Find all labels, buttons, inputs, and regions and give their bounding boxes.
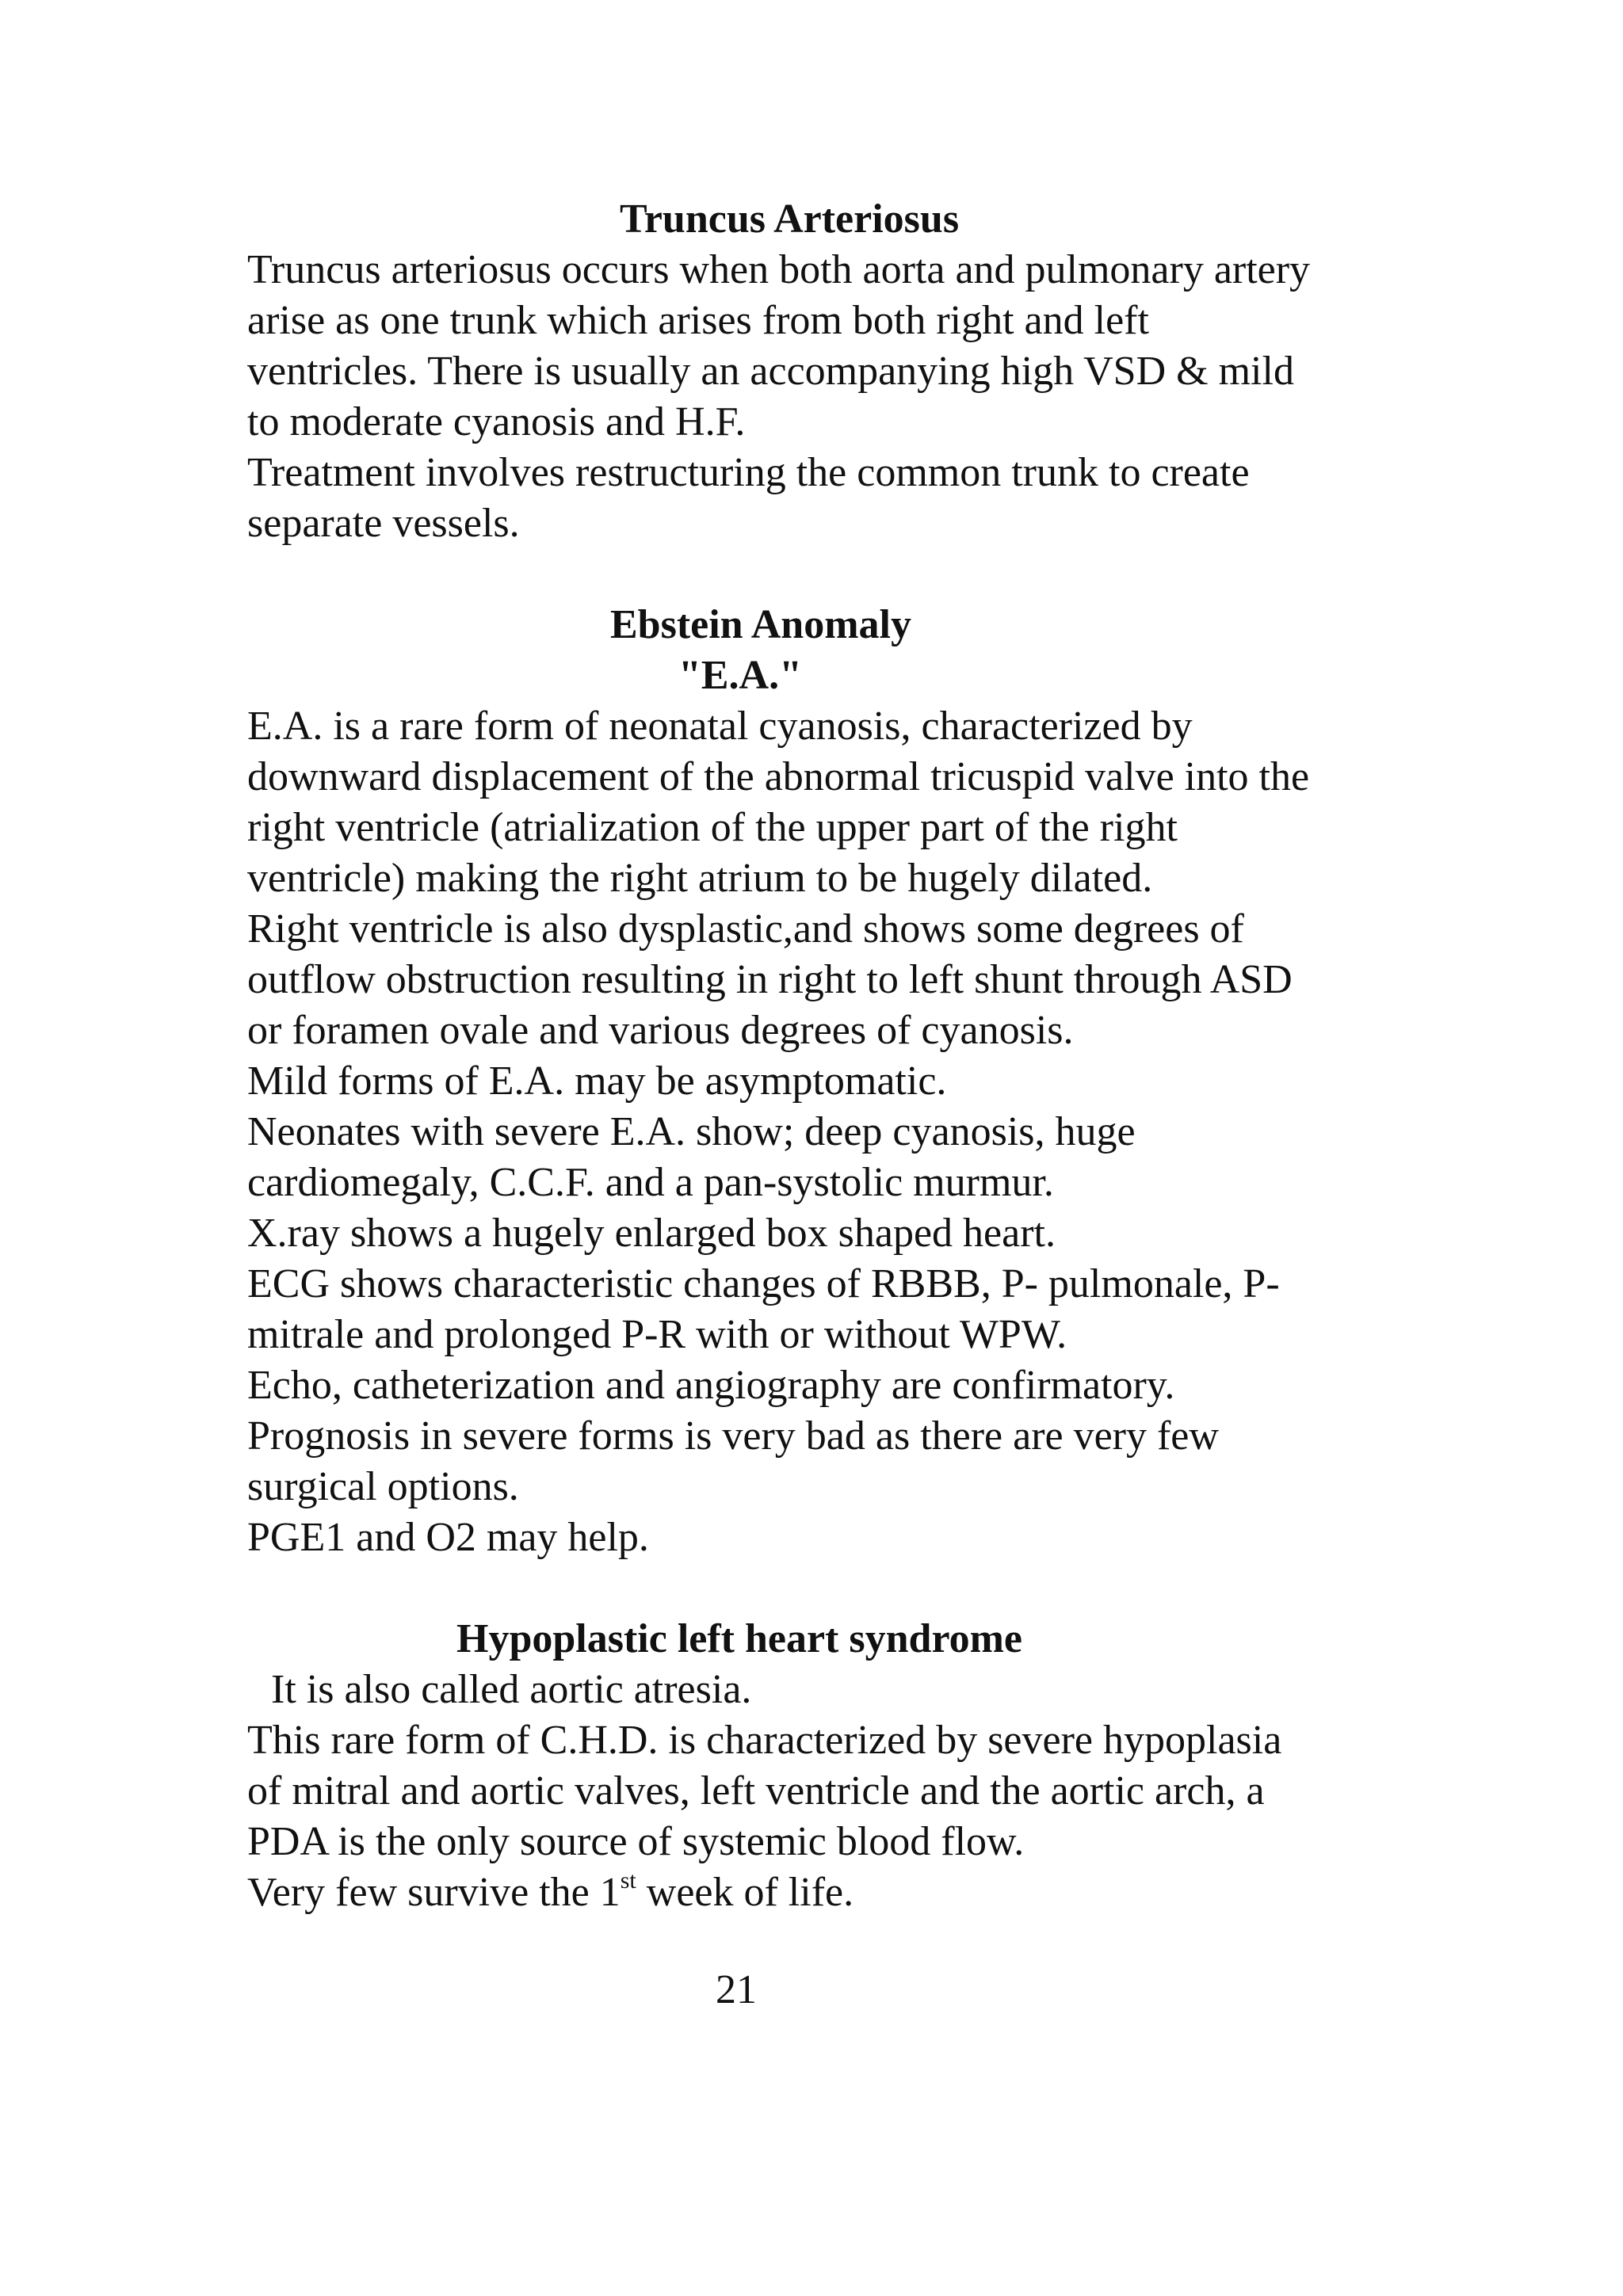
paragraph-line: cardiomegaly, C.C.F. and a pan-systolic murmur. xyxy=(247,1160,1054,1205)
ordinal-superscript: st xyxy=(620,1867,636,1894)
paragraph-line: E.A. is a rare form of neonatal cyanosis, characterized by xyxy=(247,704,1193,749)
paragraph-line: Mild forms of E.A. may be asymptomatic. xyxy=(247,1058,947,1104)
line-text: week of life. xyxy=(636,1870,854,1915)
paragraph-line: Echo, catheterization and angiography are confirmatory. xyxy=(247,1363,1175,1408)
paragraph-line: Prognosis in severe forms is very bad as there are very few xyxy=(247,1413,1219,1459)
paragraph-line: arise as one trunk which arises from both right and left xyxy=(247,298,1149,343)
paragraph-line: PGE1 and O2 may help. xyxy=(247,1515,649,1560)
paragraph-line: outflow obstruction resulting in right to left shunt through ASD xyxy=(247,957,1293,1002)
paragraph-line-last xyxy=(247,1867,1420,1918)
paragraph-line: mitrale and prolonged P-R with or without WPW. xyxy=(247,1312,1067,1357)
paragraph-line: right ventricle (atrialization of the upper part of the right xyxy=(247,805,1178,850)
paragraph-line: PDA is the only source of systemic blood flow. xyxy=(247,1819,1025,1864)
heading-hypoplastic-left-heart: Hypoplastic left heart syndrome xyxy=(456,1616,1022,1661)
paragraph-line: to moderate cyanosis and H.F. xyxy=(247,399,746,444)
paragraph-line: Right ventricle is also dysplastic,and shows some degrees of xyxy=(247,906,1244,952)
paragraph-line: of mitral and aortic valves, left ventricle and the aortic arch, a xyxy=(247,1768,1265,1814)
heading-ebstein-anomaly: Ebstein Anomaly xyxy=(610,602,911,647)
paragraph-line: Treatment involves restructuring the common trunk to create xyxy=(247,450,1250,495)
paragraph-line: or foramen ovale and various degrees of cyanosis. xyxy=(247,1008,1074,1053)
paragraph-line: Truncus arteriosus occurs when both aorta and pulmonary artery xyxy=(247,247,1311,292)
paragraph-line: This rare form of C.H.D. is characterized by severe hypoplasia xyxy=(247,1718,1282,1763)
heading-truncus-arteriosus: Truncus Arteriosus xyxy=(620,196,960,242)
section-spacer xyxy=(247,1563,1420,1614)
page-content xyxy=(247,194,1420,1918)
paragraph-line: surgical options. xyxy=(247,1464,519,1509)
section-spacer xyxy=(247,549,1420,600)
paragraph-line: ventricles. There is usually an accompanying high VSD & mild xyxy=(247,349,1294,394)
paragraph-line: ECG shows characteristic changes of RBBB, P- pulmonale, P- xyxy=(247,1261,1280,1306)
paragraph-line: It is also called aortic atresia. xyxy=(271,1667,752,1712)
line-text: Very few survive the 1 xyxy=(247,1870,621,1915)
paragraph-line: downward displacement of the abnormal tricuspid valve into the xyxy=(247,754,1310,799)
paragraph-line: Neonates with severe E.A. show; deep cyanosis, huge xyxy=(247,1109,1136,1154)
paragraph-line: ventricle) making the right atrium to be hugely dilated. xyxy=(247,856,1153,901)
heading-ebstein-abbreviation: "E.A." xyxy=(678,653,802,698)
paragraph-line: X.ray shows a hugely enlarged box shaped heart. xyxy=(247,1211,1056,1256)
paragraph-line: separate vessels. xyxy=(247,501,520,546)
page-number: 21 xyxy=(716,1967,757,2012)
